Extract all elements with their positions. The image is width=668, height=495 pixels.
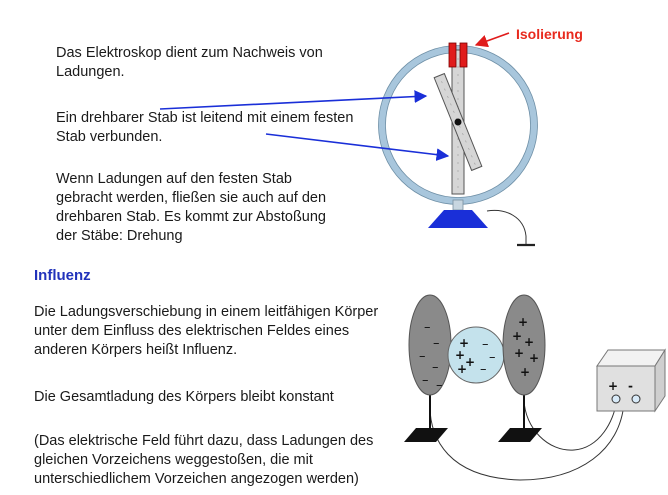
electroscope-stand [453,200,463,210]
electroscope-diagram [160,26,583,245]
source-plus-label: + [608,379,619,393]
electroscope-text-rods: Ein drehbarer Stab ist leitend mit einem festen Stab verbunden. [56,110,354,145]
right-plate-sign: + [529,351,540,365]
source-plus-terminal [612,395,620,403]
right-plate-sign: + [518,315,529,329]
left-plate-sign: – [424,320,431,335]
left-plate-sign: – [433,336,440,351]
left-plate-base [404,428,448,442]
left-plate-sign: – [432,360,439,375]
sphere-sign: + [459,336,470,350]
left-plate-sign: – [419,349,426,364]
sphere-sign: – [480,362,487,377]
influence-explanation: (Das elektrische Feld führt dazu, dass Ladungen des gleichen Vorzeichens weggestoßen, die mit unterschiedlichem Vorzeichen angezogen werden) [34,433,374,487]
right-plate-sign: + [514,346,525,360]
right-plate-base [498,428,542,442]
voltage-source-front [597,366,655,411]
left-plate [404,295,451,442]
source-minus-label: - [628,379,633,393]
electroscope-base [428,210,488,228]
left-plate-body [409,295,451,395]
right-plate-sign: + [524,335,535,349]
influence-definition: Die Ladungsverschiebung in einem leitfähigen Körper unter dem Einfluss des elektrischen Feldes eines anderen Körpers heißt Influenz. [34,304,379,358]
electroscope-text-repulsion: Wenn Ladungen auf den festen Stab gebracht werden, fließen sie auch auf den drehbaren Stab. Es kommt zur Abstoßung der Stäbe: Drehung [56,171,327,244]
sphere-sign: + [465,355,476,369]
right-plate-sign: + [520,365,531,379]
right-plate [498,295,545,442]
sphere-sign: – [482,337,489,352]
pivot-point [455,119,462,126]
ground-wire [487,210,526,244]
arrow-to-fixed-rod [266,134,448,156]
sphere-sign: + [457,362,468,376]
source-minus-terminal [632,395,640,403]
influence-diagram [404,295,665,480]
electroscope-text-purpose: Das Elektroskop dient zum Nachweis von Ladungen. [56,45,323,80]
right-plate-sign: + [512,329,523,343]
isolation-label: Isolierung [516,26,583,42]
influence-heading: Influenz [34,267,91,284]
voltage-source-top [597,350,665,366]
sphere-sign: – [489,350,496,365]
sphere-sign: + [455,348,466,362]
influence-total-charge: Die Gesamtladung des Körpers bleibt konstant [34,389,334,405]
left-plate-sign: – [422,373,429,388]
neutral-sphere [448,327,504,383]
voltage-source [597,350,665,411]
left-plate-sign: – [436,378,443,393]
isolation-arrow [476,33,509,45]
